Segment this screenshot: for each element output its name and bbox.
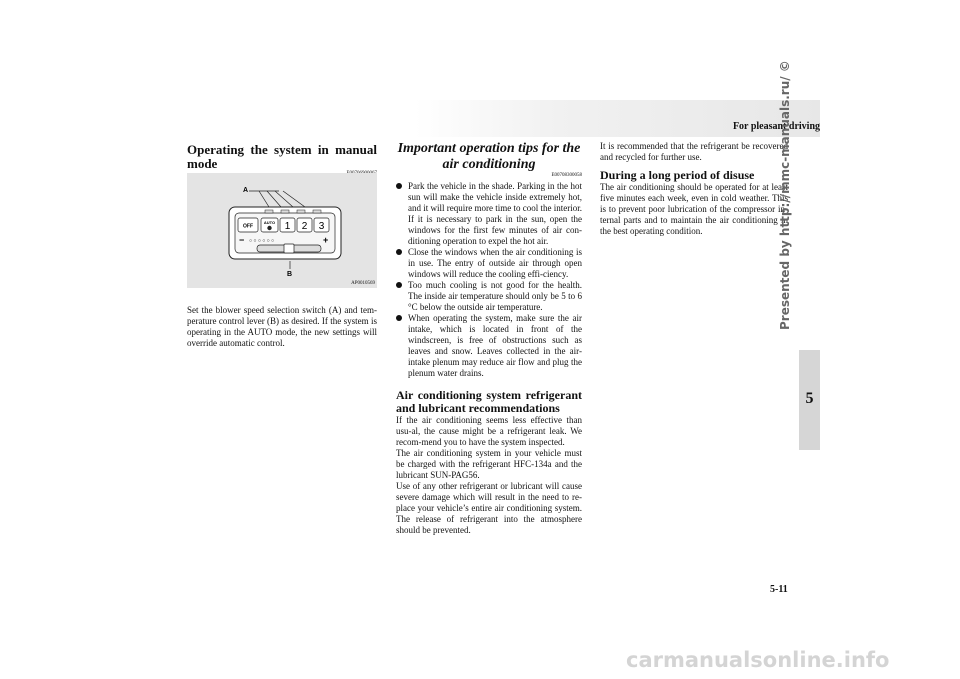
chapter-tab bbox=[799, 350, 820, 450]
page-number: 5-11 bbox=[770, 584, 788, 595]
refrigerant-paragraph-2: The air conditioning system in your vehicle must be charged with the refrigerant HFC-134a and the lubricant SUN-PAG56. bbox=[396, 448, 582, 480]
callout-b: B bbox=[287, 271, 293, 278]
right-column bbox=[600, 141, 788, 237]
auto-label: AUTO bbox=[263, 220, 276, 225]
fan-icon bbox=[267, 226, 271, 230]
figure-code: AP0010569 bbox=[351, 281, 375, 286]
list-item: When operating the system, make sure the air intake, which is located in front of the windscreen, is free of obstructions such as leaves and snow. Leaves collected in the air-intake plenum may reduce air flow and plug the plenum water drains. bbox=[396, 313, 582, 379]
off-label: OFF bbox=[243, 223, 253, 230]
recycle-paragraph: It is recommended that the refrigerant be recovered and recycled for further use. bbox=[600, 141, 788, 162]
manual-mode-paragraph: Set the blower speed selection switch (A) and tem-perature control lever (B) as desired. If the system is operating in the AUTO mode, the new settings will override automatic control. bbox=[187, 305, 377, 348]
bullet-icon bbox=[396, 249, 402, 255]
running-header: For pleasant driving bbox=[732, 121, 820, 132]
temperature-lever-knob bbox=[284, 244, 294, 253]
minus-label: − bbox=[239, 235, 245, 245]
chapter-number: 5 bbox=[805, 390, 814, 407]
left-column bbox=[187, 143, 377, 177]
middle-column bbox=[396, 141, 582, 536]
disuse-paragraph: The air conditioning should be operated for at least five minutes each week, even in cold weather. This is to prevent poor lubrication of the compressor in-ternal parts and to maintain the air conditioning in the best operating condition. bbox=[600, 182, 788, 236]
control-panel-illustration bbox=[187, 173, 377, 288]
refrigerant-paragraph-3: Use of any other refrigerant or lubricant will cause severe damage which will result in the need to re-place your vehicle’s entire air conditioning system. The release of refrigerant into the atmosphere should be prevented. bbox=[396, 481, 582, 535]
disuse-heading: During a long period of disuse bbox=[600, 168, 755, 182]
tips-heading: Important operation tips for the air conditioning bbox=[397, 141, 581, 172]
climate-control-diagram bbox=[187, 173, 377, 288]
refrigerant-paragraph-1: If the air conditioning seems less effective than usu-al, the cause might be a refrigerant leak. We recom-mend you to have the system inspected. bbox=[396, 415, 582, 447]
plus-label: + bbox=[323, 235, 329, 245]
callout-a: A bbox=[243, 187, 249, 194]
list-item: Close the windows when the air conditioning is in use. The entry of outside air through open windows will reduce the cooling effi-ciency. bbox=[396, 247, 582, 280]
fan-speed-2-label: 2 bbox=[301, 221, 308, 232]
footer-site-name: carmanualsonline.info bbox=[626, 648, 890, 672]
list-item: Too much cooling is not good for the health. The inside air temperature should only be 5 to 6 °C below the outside air temperature. bbox=[396, 280, 582, 313]
bullet-icon bbox=[396, 183, 402, 189]
tips-code: E00708300058 bbox=[551, 173, 582, 178]
temperature-scale-dots: ○ ○ ○ ○ ○ ○ bbox=[249, 238, 275, 244]
vertical-watermark: Presented by http://mmc-manuals.ru/ © bbox=[778, 60, 792, 330]
bullet-icon bbox=[396, 315, 402, 321]
fan-speed-1-label: 1 bbox=[284, 221, 291, 232]
fan-speed-3-label: 3 bbox=[318, 221, 325, 232]
left-body bbox=[187, 305, 377, 349]
tips-list bbox=[396, 181, 582, 379]
list-item: Park the vehicle in the shade. Parking in the hot sun will make the vehicle inside extremely hot, and it will require more time to cool the interior. If it is necessary to park in the sun, open the windows for the first few minutes of air con-ditioning operation to expel the hot air. bbox=[396, 181, 582, 247]
bullet-icon bbox=[396, 282, 402, 288]
refrigerant-heading: Air conditioning system refrigerant and lubricant recommendations bbox=[396, 388, 582, 415]
section-heading: Operating the system in manual mode bbox=[187, 142, 377, 171]
